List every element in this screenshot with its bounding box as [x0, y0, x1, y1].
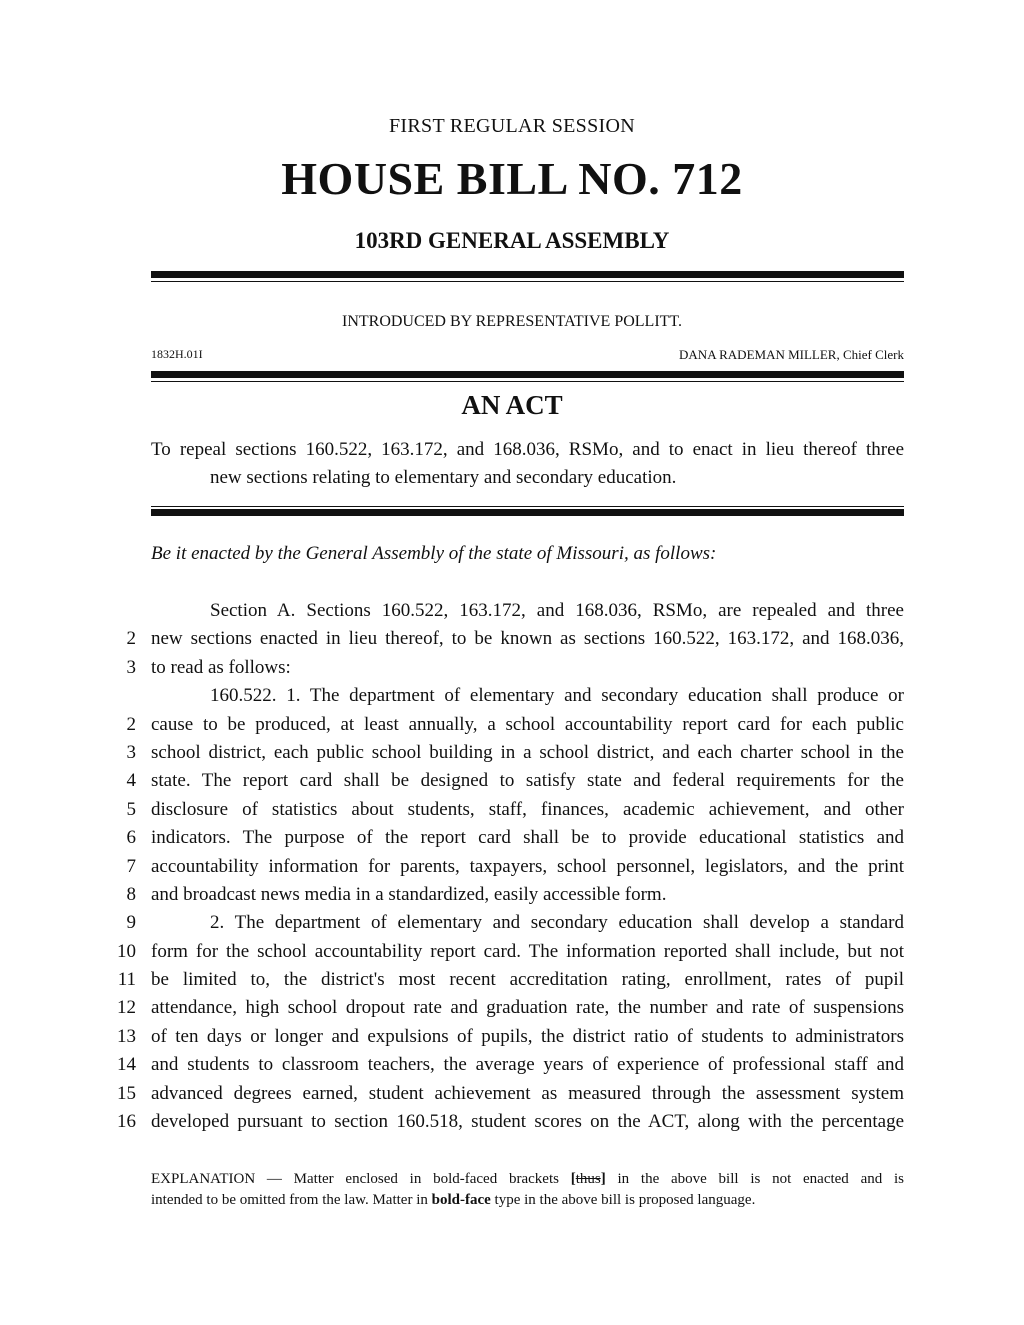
line-number: 9	[126, 912, 136, 934]
bill-line	[110, 994, 904, 1022]
line-text: new sections enacted in lieu thereof, to be known as sections 160.522, 163.172, and 168.036,	[151, 628, 904, 650]
line-text: state. The report card shall be designed to satisfy state and federal requirements for the	[151, 770, 904, 792]
introduced-by: INTRODUCED BY REPRESENTATIVE POLLITT.	[341, 313, 683, 330]
bill-line	[110, 767, 904, 795]
line-text: school district, each public school building in a school district, and each charter school in the	[151, 741, 904, 763]
bill-line	[110, 1051, 904, 1079]
struck-example: thus	[575, 1171, 601, 1187]
bill-line	[110, 625, 904, 653]
line-number: 3	[126, 741, 136, 763]
line-text: to read as follows:	[151, 656, 291, 678]
line-number: 3	[126, 656, 136, 678]
line-text: of ten days or longer and expulsions of pupils, the district ratio of students to administrators	[151, 1025, 904, 1047]
line-text: Section A. Sections 160.522, 163.172, and 168.036, RSMo, are repealed and three	[210, 600, 904, 621]
divider-thick	[151, 509, 904, 516]
bill-line	[110, 711, 904, 739]
session-label: FIRST REGULAR SESSION	[389, 115, 635, 137]
line-number: 2	[126, 713, 136, 735]
line-text: attendance, high school dropout rate and graduation rate, the number and rate of suspensions	[151, 997, 904, 1019]
act-description-line: To repeal sections 160.522, 163.172, and 168.036, RSMo, and to enact in lieu thereof three	[151, 439, 904, 460]
bill-line	[110, 966, 904, 994]
line-text: form for the school accountability report card. The information reported shall include, but not	[151, 940, 904, 962]
line-number: 15	[117, 1082, 136, 1104]
line-number: 6	[126, 827, 136, 849]
line-text: advanced degrees earned, student achievement as measured through the assessment system	[151, 1082, 904, 1104]
act-description-line: new sections relating to elementary and secondary education.	[210, 467, 677, 488]
line-number: 11	[117, 969, 136, 991]
line-number: 2	[126, 628, 136, 650]
chief-clerk: DANA RADEMAN MILLER, Chief Clerk	[679, 347, 904, 362]
boldface-example: bold-face	[431, 1192, 491, 1208]
line-text: 160.522. 1. The department of elementary and secondary education shall produce or	[210, 685, 904, 707]
line-text: and broadcast news media in a standardized, easily accessible form.	[151, 883, 667, 905]
bill-title: HOUSE BILL NO. 712	[281, 153, 743, 204]
bill-line	[110, 682, 904, 710]
divider-thick	[151, 271, 904, 278]
act-heading: AN ACT	[461, 390, 563, 420]
bill-line	[110, 824, 904, 852]
assembly-label: 103RD GENERAL ASSEMBLY	[354, 228, 670, 253]
line-text: indicators. The purpose of the report card shall be to provide educational statistics and	[151, 827, 904, 849]
line-text: accountability information for parents, taxpayers, school personnel, legislators, and the print	[151, 855, 904, 877]
line-text: disclosure of statistics about students, staff, finances, academic achievement, and other	[151, 798, 904, 820]
explanation-line: intended to be omitted from the law. Matter in bold-face type in the above bill is proposed language.	[151, 1192, 756, 1208]
line-number: 16	[117, 1111, 136, 1133]
bill-body	[110, 597, 904, 1136]
bill-line	[110, 654, 904, 682]
bill-line	[110, 853, 904, 881]
line-number: 8	[126, 883, 136, 905]
bill-line	[110, 597, 904, 625]
line-text: developed pursuant to section 160.518, student scores on the ACT, along with the percentage	[151, 1111, 904, 1133]
bill-line	[110, 909, 904, 937]
line-number: 14	[117, 1054, 136, 1076]
bill-line	[110, 881, 904, 909]
line-number: 12	[117, 997, 136, 1019]
bill-line	[110, 796, 904, 824]
explanation-line: EXPLANATION — Matter enclosed in bold-faced brackets [thus] in the above bill is not enacted and is	[151, 1171, 904, 1187]
bill-line	[110, 739, 904, 767]
line-number: 4	[126, 770, 136, 792]
line-number: 7	[126, 855, 136, 877]
line-text: and students to classroom teachers, the average years of experience of professional staff and	[151, 1054, 904, 1076]
bill-line	[110, 1080, 904, 1108]
act-description	[151, 436, 904, 492]
bill-line	[110, 938, 904, 966]
line-text: cause to be produced, at least annually, a school accountability report card for each public	[151, 713, 904, 735]
bill-line	[110, 1023, 904, 1051]
line-text: be limited to, the district's most recent accreditation rating, enrollment, rates of pupil	[151, 969, 904, 991]
line-number: 10	[117, 940, 136, 962]
divider-thin	[151, 281, 904, 282]
divider-thin	[151, 381, 904, 382]
lr-code: 1832H.01I	[151, 347, 203, 361]
line-number: 13	[117, 1025, 136, 1047]
explanation-footer	[151, 1169, 904, 1211]
divider-thick	[151, 371, 904, 378]
divider-thin	[151, 506, 904, 507]
line-number: 5	[126, 798, 136, 820]
bill-line	[110, 1108, 904, 1136]
line-text: 2. The department of elementary and secondary education shall develop a standard	[210, 912, 904, 934]
enacting-clause: Be it enacted by the General Assembly of the state of Missouri, as follows:	[151, 543, 717, 564]
